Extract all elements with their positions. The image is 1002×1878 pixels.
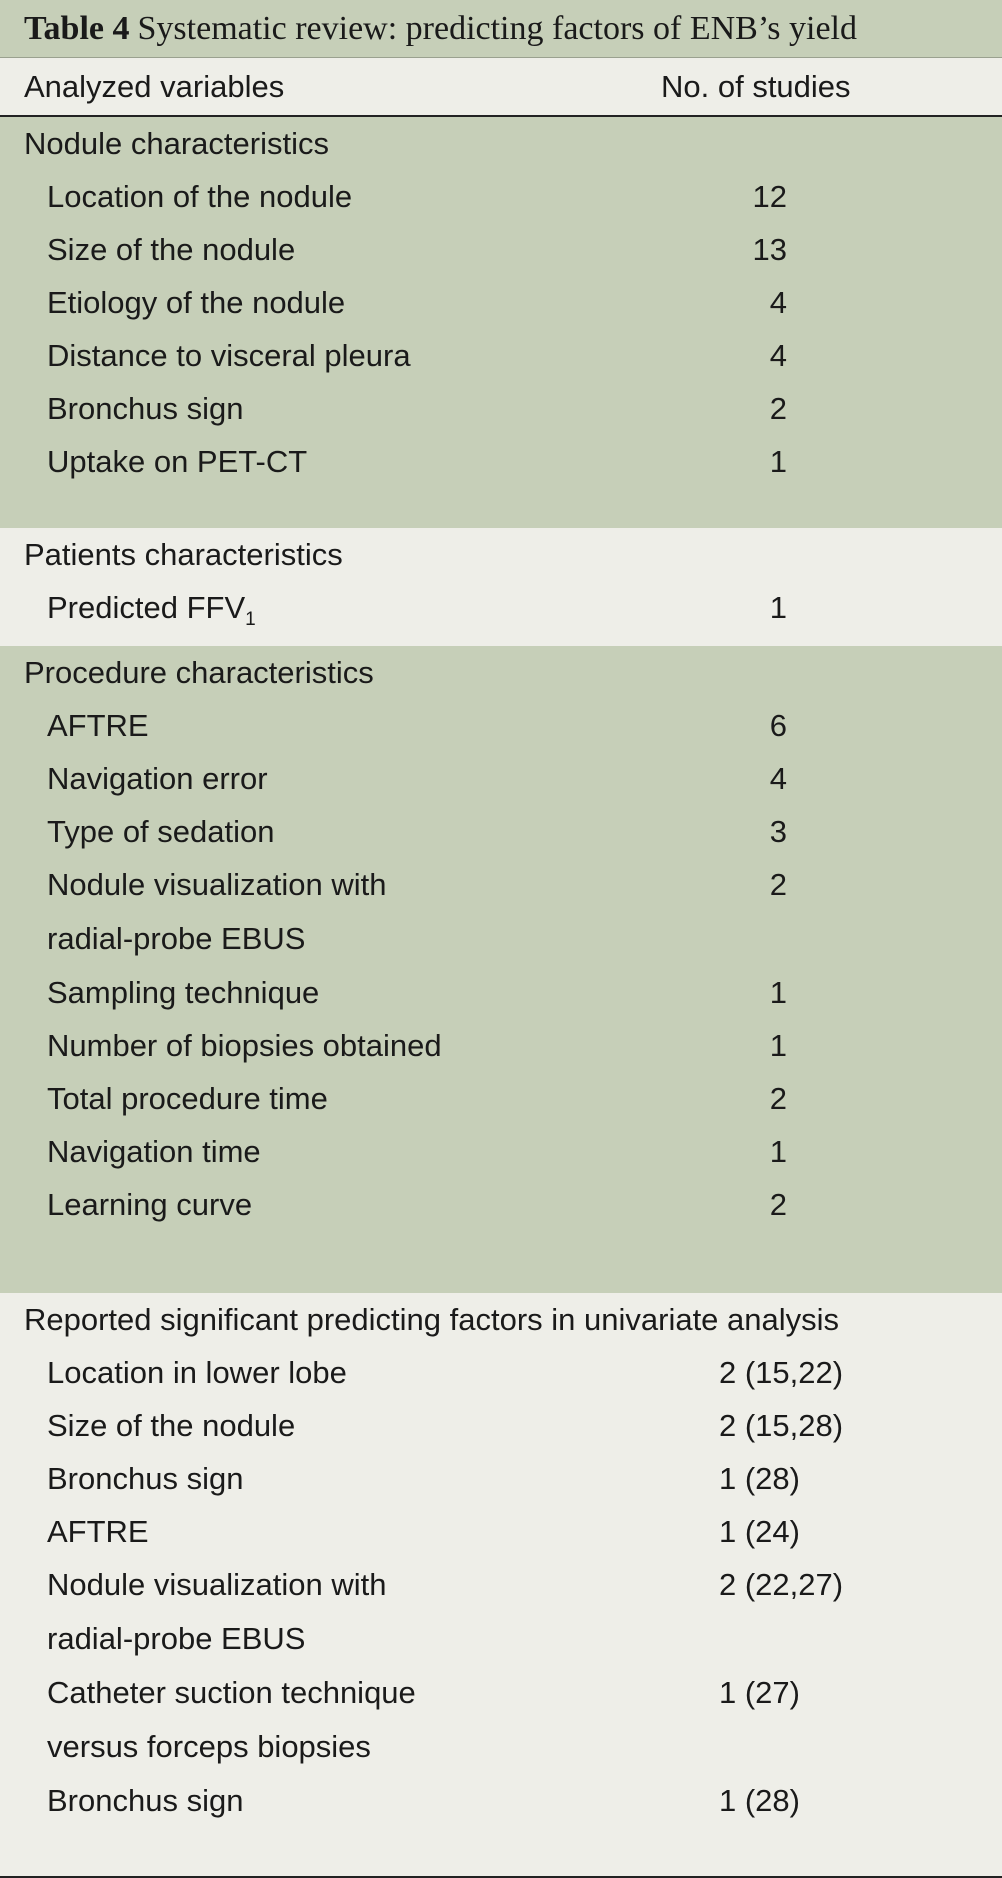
table-row: Uptake on PET-CT 1 [47,444,787,479]
table-row: Bronchus sign 1 (28) [47,1783,800,1818]
table-row: Nodule visualization with radial-probe EBUS 2 [47,867,787,956]
table-row: Etiology of the nodule 4 [47,285,787,320]
table-row: Distance to visceral pleura 4 [47,338,787,373]
section-patients-characteristics [0,528,1002,646]
table-row: Catheter suction technique versus forceps biopsies 1 (27) [47,1675,800,1764]
table-row: Total procedure time 2 [47,1081,787,1116]
table-row: Bronchus sign 2 [47,391,787,426]
section-title: Nodule characteristics [24,126,329,161]
table-row: Navigation time 1 [47,1134,787,1169]
table-row: Size of the nodule 13 [47,232,787,267]
table-row: Sampling technique 1 [47,975,787,1010]
section-title: Patients characteristics [24,537,343,572]
table-title-label: Table 4 [24,9,130,47]
table-row: Learning curve 2 [47,1187,787,1222]
section-procedure-characteristics [0,646,1002,1293]
section-title: Reported significant predicting factors in univariate analysis [24,1302,840,1337]
header-no-of-studies: No. of studies [661,68,851,104]
table-row: Size of the nodule 2 (15,28) [47,1408,844,1443]
section-title: Procedure characteristics [24,655,374,690]
table-row: Bronchus sign 1 (28) [47,1461,800,1496]
table-row: Location of the nodule 12 [47,179,787,214]
table-title [0,0,1002,58]
table-row: Location in lower lobe 2 (15,22) [47,1355,844,1390]
table-row: Type of sedation 3 [47,814,787,849]
section-significant-factors [0,1293,1002,1876]
header-analyzed-variables: Analyzed variables [24,68,285,104]
table-row: AFTRE 1 (24) [47,1514,800,1549]
table-header-row [0,58,1002,117]
table-row: Navigation error 4 [47,761,787,796]
table-row: Number of biopsies obtained 1 [47,1028,787,1063]
table-title-text: Systematic review: predicting factors of ENB’s yield [137,9,857,47]
table-row: AFTRE 6 [47,708,787,743]
table-row: Predicted $FFV_1$ 1 [47,590,787,631]
section-nodule-characteristics [0,117,1002,528]
table-row: Nodule visualization with radial-probe EBUS 2 (22,27) [47,1567,844,1656]
